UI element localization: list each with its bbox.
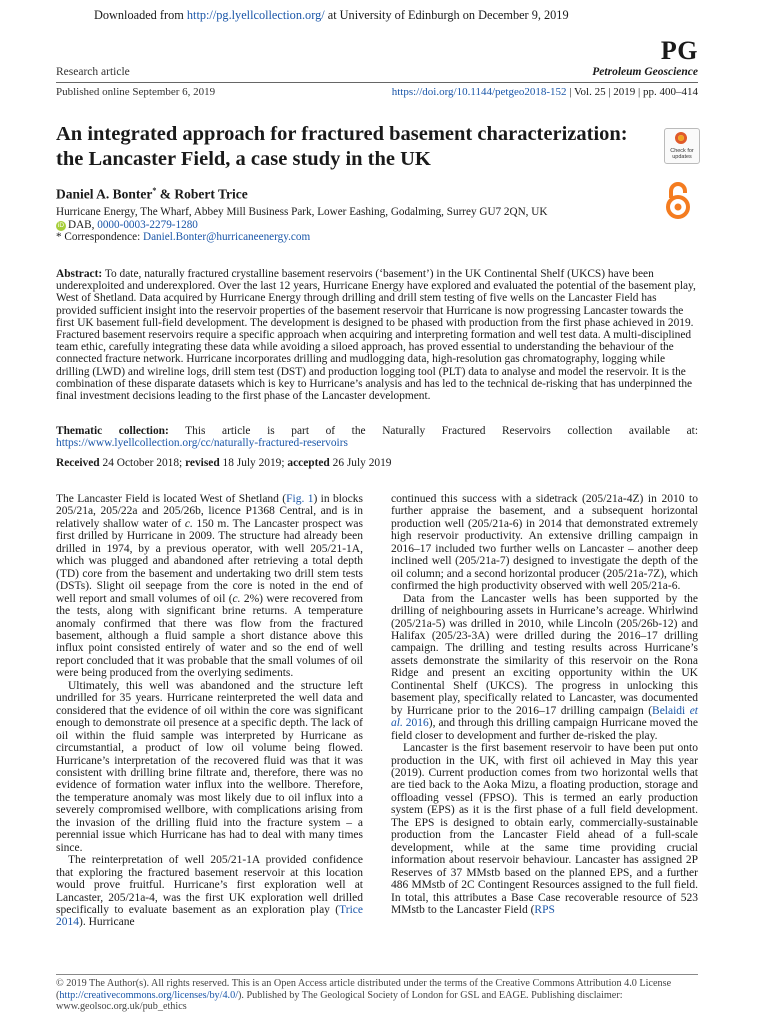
body-text: Lancaster is the first basement reservoir to have been put onto production in the UK, with first oil achieved in May this year (2019). Current production comes from two horizontal wells that are tied back to the Aoka Mizu, a floating production, storage and offloading vessel (FPSO). This is termed an early production system (EPS) as it is the first phase of a full field development. The EPS is designed to obtain early, commercially-sustainable production from the Lancaster Field ahead of a full-scale development, while at the same time providing crucial information about reservoir behaviour. Lancaster has assigned 2P Reserves of 37 MMstb based on the planned EPS, and a further 486 MMstb of 2C Contingent Resources assigned to the full field. In total, this attributes a Base Case recoverable resource of 523 MMstb to the Lancaster Field ( xyxy=(391,742,698,916)
body-text: ), and through this drilling campaign Hurricane moved the field closer to development and further de-risked the play. xyxy=(391,717,698,742)
journal-logo: PG xyxy=(660,36,698,65)
license-footer xyxy=(56,978,698,1013)
body-paragraph: continued this success with a sidetrack (205/21a-4Z) in 2010 to further appraise the basement, and a subsequent horizontal production well (205/21a-6) in 2014 that demonstrated extremely high reservoir productivity. An extensive drilling campaign in 2016–17 included two further wells on Lancaster – another deep inclined well (205/21a-7) designed to investigate the depth of the oil column; and a second horizontal producer (205/21a-7Z), which confirmed the high productivity observed with well 205/21a-6. xyxy=(391,493,698,593)
body-paragraph xyxy=(391,593,698,742)
check-updates-label: Check for updates xyxy=(670,148,694,160)
download-link[interactable]: http://pg.lyellcollection.org/ xyxy=(186,8,325,22)
body-paragraph xyxy=(391,742,698,916)
correspondence-email[interactable]: Daniel.Bonter@hurricaneenergy.com xyxy=(143,231,311,243)
doi-link[interactable]: https://doi.org/10.1144/petgeo2018-152 xyxy=(391,86,567,98)
license-link[interactable]: http://creativecommons.org/licenses/by/4.0/ xyxy=(59,989,239,1001)
accepted-date: 26 July 2019 xyxy=(329,457,392,469)
journal-name: Petroleum Geoscience xyxy=(592,66,698,78)
article-dates xyxy=(56,457,391,469)
thematic-link[interactable]: https://www.lyellcollection.org/cc/naturally-fractured-reservoirs xyxy=(56,437,348,450)
article-type: Research article xyxy=(56,66,130,78)
correspondence-line xyxy=(56,231,310,244)
corresponding-mark: * xyxy=(152,186,157,195)
body-column-right xyxy=(391,493,698,916)
footer-rule xyxy=(56,974,698,975)
body-text-italic: c. xyxy=(184,517,193,530)
received-label: Received xyxy=(56,457,100,469)
reference-author: Belaidi xyxy=(652,704,690,717)
article-title: An integrated approach for fractured basement characterization: the Lancaster Field, a case study in the UK xyxy=(56,123,628,170)
revised-date: 18 July 2019; xyxy=(219,457,288,469)
body-text: Data from the Lancaster wells has been supported by the drilling of neighbouring assets in Hurricane’s acreage. Whirlwind (205/21a-5) was drilled in 2010, while Lincoln (205/26b-12) and Halifax (205/23-3A) were drilled during the 2016–17 drilling campaign. The drilling and testing results across Hurricane’s assets demonstrate the similarity of this reservoir on the Rona Ridge and present an exciting opportunity within the UK Continental Shelf (UKCS). The progress in unlocking this basement play, specifically related to Lancaster, was documented by Hurricane prior to the 2016–17 drilling campaign ( xyxy=(391,592,698,717)
body-paragraph: Ultimately, this well was abandoned and the structure left undrilled for 35 years. Hurricane reinterpreted the well data and considered that the evidence of oil within the core was significant enough to demonstrate oil presence at a specific depth. The lack of oil within the fluid sample was interpreted by Hurricane as circumstantial, a product of low oil volume being flowed. Hurricane’s interpretation of the recovered fluid was that it was consistent with drilling brine filtrate and, therefore, there was no evidence of formation water influx into the wellbore. Therefore, the temperature anomaly was most likely due to oil influx into a severely compromised wellbore, with complications arising from the invasion of the drilling fluid into the fracture system – a perennial issue which Hurricane has had to deal with many times since. xyxy=(56,679,363,854)
download-suffix: at University of Edinburgh on December 9, 2019 xyxy=(324,8,569,22)
author-list xyxy=(56,186,248,203)
published-date: Published online September 6, 2019 xyxy=(56,86,216,98)
body-text: ). Hurricane xyxy=(79,916,135,929)
correspondence-prefix: * Correspondence: xyxy=(56,231,143,243)
body-text: The reinterpretation of well 205/21-1A provided confidence that exploring the fractured basement reservoir at this location would prove fruitful. Hurricane’s first exploration well at Lancaster, 205/21a-4, was the first UK exploration well drilled specifically to evaluate basement as an exploration play ( xyxy=(56,854,363,916)
body-paragraph xyxy=(56,854,363,929)
orcid-prefix: DAB, xyxy=(68,219,98,231)
header-rule xyxy=(56,82,698,83)
publication-info xyxy=(56,86,698,102)
author-name: Daniel A. Bonter xyxy=(56,186,153,202)
revised-label: revised xyxy=(185,457,220,469)
orcid-link[interactable]: 0000-0003-2279-1280 xyxy=(97,219,198,231)
body-paragraph xyxy=(56,493,363,680)
body-column-left xyxy=(56,493,363,929)
body-text: The Lancaster Field is located West of Shetland ( xyxy=(56,493,287,505)
abstract xyxy=(56,268,698,402)
footer-text: © 2019 The Author(s). All rights reserved. This is an Open Access article distributed under the terms of the Creative Commons Attribution 4.0 License ( xyxy=(56,978,672,1001)
author-joiner: & xyxy=(156,186,175,202)
body-text: 2%) were recovered from the tests, along with significant brine returns. A temperature anomaly confirmed that there was flow from the fractured basement, although a fluid sample a short distance above this influx point consisted entirely of water and so the end of well report concluded that it was probable that the small volumes of oil were being produced from the overlying sediments. xyxy=(56,592,363,680)
thematic-text: This article is part of the Naturally Fractured Reservoirs collection available at: xyxy=(168,425,698,437)
download-notice xyxy=(94,8,569,23)
reference-etal: et al. xyxy=(391,704,699,730)
figure-link[interactable]: Fig. 1 xyxy=(286,493,314,505)
received-date: 24 October 2018; xyxy=(99,457,186,469)
open-access-icon xyxy=(664,180,692,220)
citation-line xyxy=(392,86,698,98)
reference-year: 2016 xyxy=(402,717,429,730)
reference-link[interactable]: RPS xyxy=(534,903,555,916)
check-for-updates-badge[interactable] xyxy=(664,128,700,164)
thematic-label: Thematic collection: xyxy=(56,425,169,437)
orcid-icon: iD xyxy=(57,222,65,229)
check-updates-icon-center xyxy=(678,135,684,141)
affiliation: Hurricane Energy, The Wharf, Abbey Mill Business Park, Lower Eashing, Godalming, Surrey GU7 2QN, UK xyxy=(56,206,548,218)
journal-header xyxy=(56,66,698,82)
download-prefix: Downloaded from xyxy=(94,8,187,22)
footer-text: ). Published by The Geological Society of London for GSL and EAGE. Publishing disclaimer: www.geolsoc.org.uk/pub_ethics xyxy=(56,989,623,1013)
body-text-italic: c. xyxy=(232,592,241,605)
abstract-label: Abstract: xyxy=(56,268,103,280)
volume-pages: | Vol. 25 | 2019 | pp. 400–414 xyxy=(566,86,698,98)
thematic-collection xyxy=(56,425,698,449)
body-text: 150 m. The Lancaster prospect was first drilled by Hurricane in 2009. The structure had already been drilled in 1974, by a previous operator, with well 205/21-1A, which was plugged and abandoned after retrieving a total depth (TD) core from the basement and undertaking two drill stem tests (DSTs). Slight oil seepage from the core is noted in the end of well report and small volumes of oil ( xyxy=(56,517,363,605)
reference-link[interactable]: Trice 2014 xyxy=(56,903,363,929)
abstract-text: To date, naturally fractured crystalline basement reservoirs (‘basement’) in the UK Continental Shelf (UKCS) have been underexploited and underexplored. Over the last 12 years, Hurricane Energy have explored and evaluated the potential of the basement play, West of Shetland. Data acquired by Hurricane Energy through drilling and drill stem testing of five wells on the Lancaster Field has provided sufficient insight into the reservoir properties of the basement reservoir that Hurricane is now progressing Lancaster towards the first UK basement full-field development. The development is designed to be phased with production from the first phase achieved in 2019. Fractured basement reservoirs require a specific approach when acquiring and interpreting formation and well test data. A multi-disciplined team ethic, carefully integrating these data while avoiding a siloed approach, has proved essential to understanding the behaviour of the connected fracture network. Hurricane incorporates drilling and mudlogging data, high-resolution gas chromatography, logging while drilling (LWD) and wireline logs, drill stem test (DST) and production logging tool (PLT) data to analyse and model the reservoir. It is the combination of these disparate datasets which is key to Hurricane’s analysis and has led to the technical de-risking that has underpinned the final investment decisions leading to the first phase of the Lancaster development. xyxy=(56,268,696,403)
body-text: ) in blocks 205/21a, 205/22a and 205/26b, licence P1368 Central, and is in relatively shallow water of xyxy=(56,493,363,530)
author-name: Robert Trice xyxy=(174,186,248,202)
accepted-label: accepted xyxy=(287,457,330,469)
